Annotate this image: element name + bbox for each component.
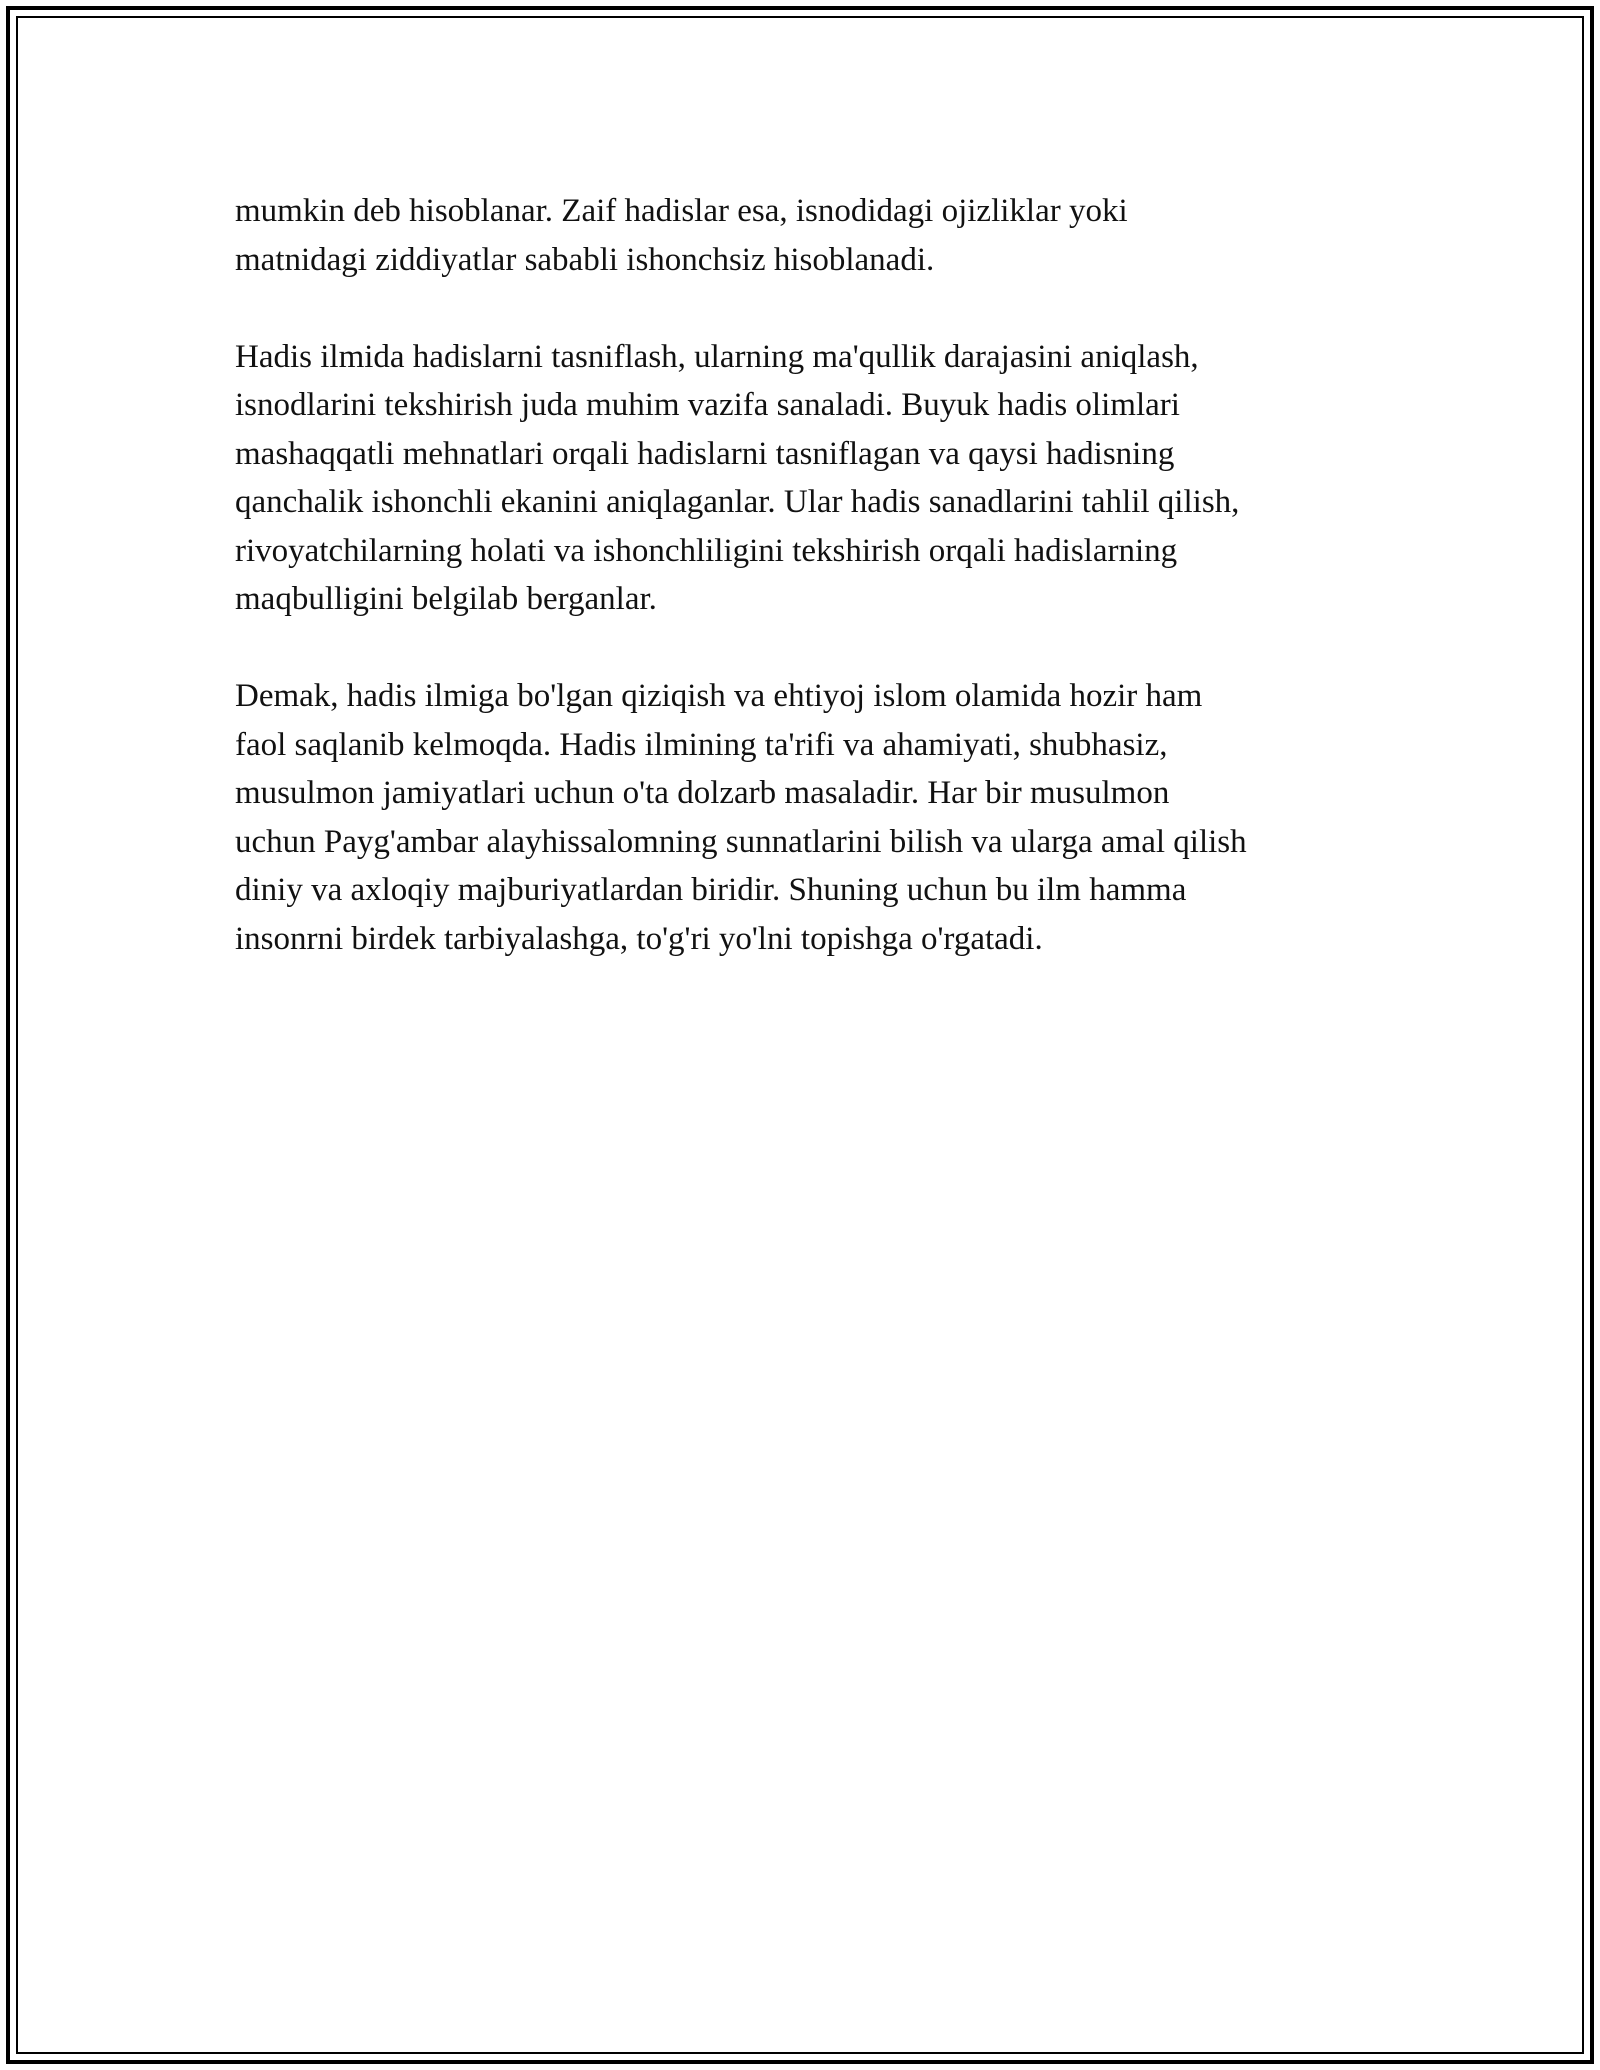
- text-line: faol saqlanib kelmoqda. Hadis ilmining ta'rifi va ahamiyati, shubhasiz,: [235, 726, 1168, 763]
- paragraph-1: [235, 187, 1375, 284]
- text-line: matnidagi ziddiyatlar sababli ishonchsiz hisoblanadi.: [235, 241, 935, 278]
- text-line: isnodlarini tekshirish juda muhim vazifa sanaladi. Buyuk hadis olimlari: [235, 387, 1180, 423]
- text-line: qanchalik ishonchli ekanini aniqlaganlar. Ular hadis sanadlarini tahlil qilish,: [235, 484, 1240, 520]
- paragraph-2: [235, 333, 1375, 624]
- text-line: Demak, hadis ilmiga bo'lgan qiziqish va ehtiyoj islom olamida hozir ham: [235, 678, 1203, 714]
- text-line: insonrni birdek tarbiyalashga, to'g'ri yo'lni topishga o'rgatadi.: [235, 920, 1043, 957]
- text-line: uchun Payg'ambar alayhissalomning sunnatlarini bilish va ularga amal qilish: [235, 823, 1247, 860]
- text-line: mashaqqatli mehnatlari orqali hadislarni tasniflagan va qaysi hadisning: [235, 435, 1175, 472]
- text-line: maqbulligini belgilab berganlar.: [235, 581, 657, 617]
- text-line: Hadis ilmida hadislarni tasniflash, ularning ma'qullik darajasini aniqlash,: [235, 338, 1199, 375]
- text-line: mumkin deb hisoblanar. Zaif hadislar esa, isnodidagi ojizliklar yoki: [235, 193, 1128, 229]
- paragraph-3: [235, 672, 1375, 963]
- text-line: rivoyatchilarning holati va ishonchliligini tekshirish orqali hadislarning: [235, 532, 1178, 569]
- document-body: [235, 187, 1375, 1012]
- text-line: diniy va axloqiy majburiyatlardan biridir. Shuning uchun bu ilm hamma: [235, 872, 1187, 908]
- text-line: musulmon jamiyatlari uchun o'ta dolzarb masaladir. Har bir musulmon: [235, 775, 1170, 811]
